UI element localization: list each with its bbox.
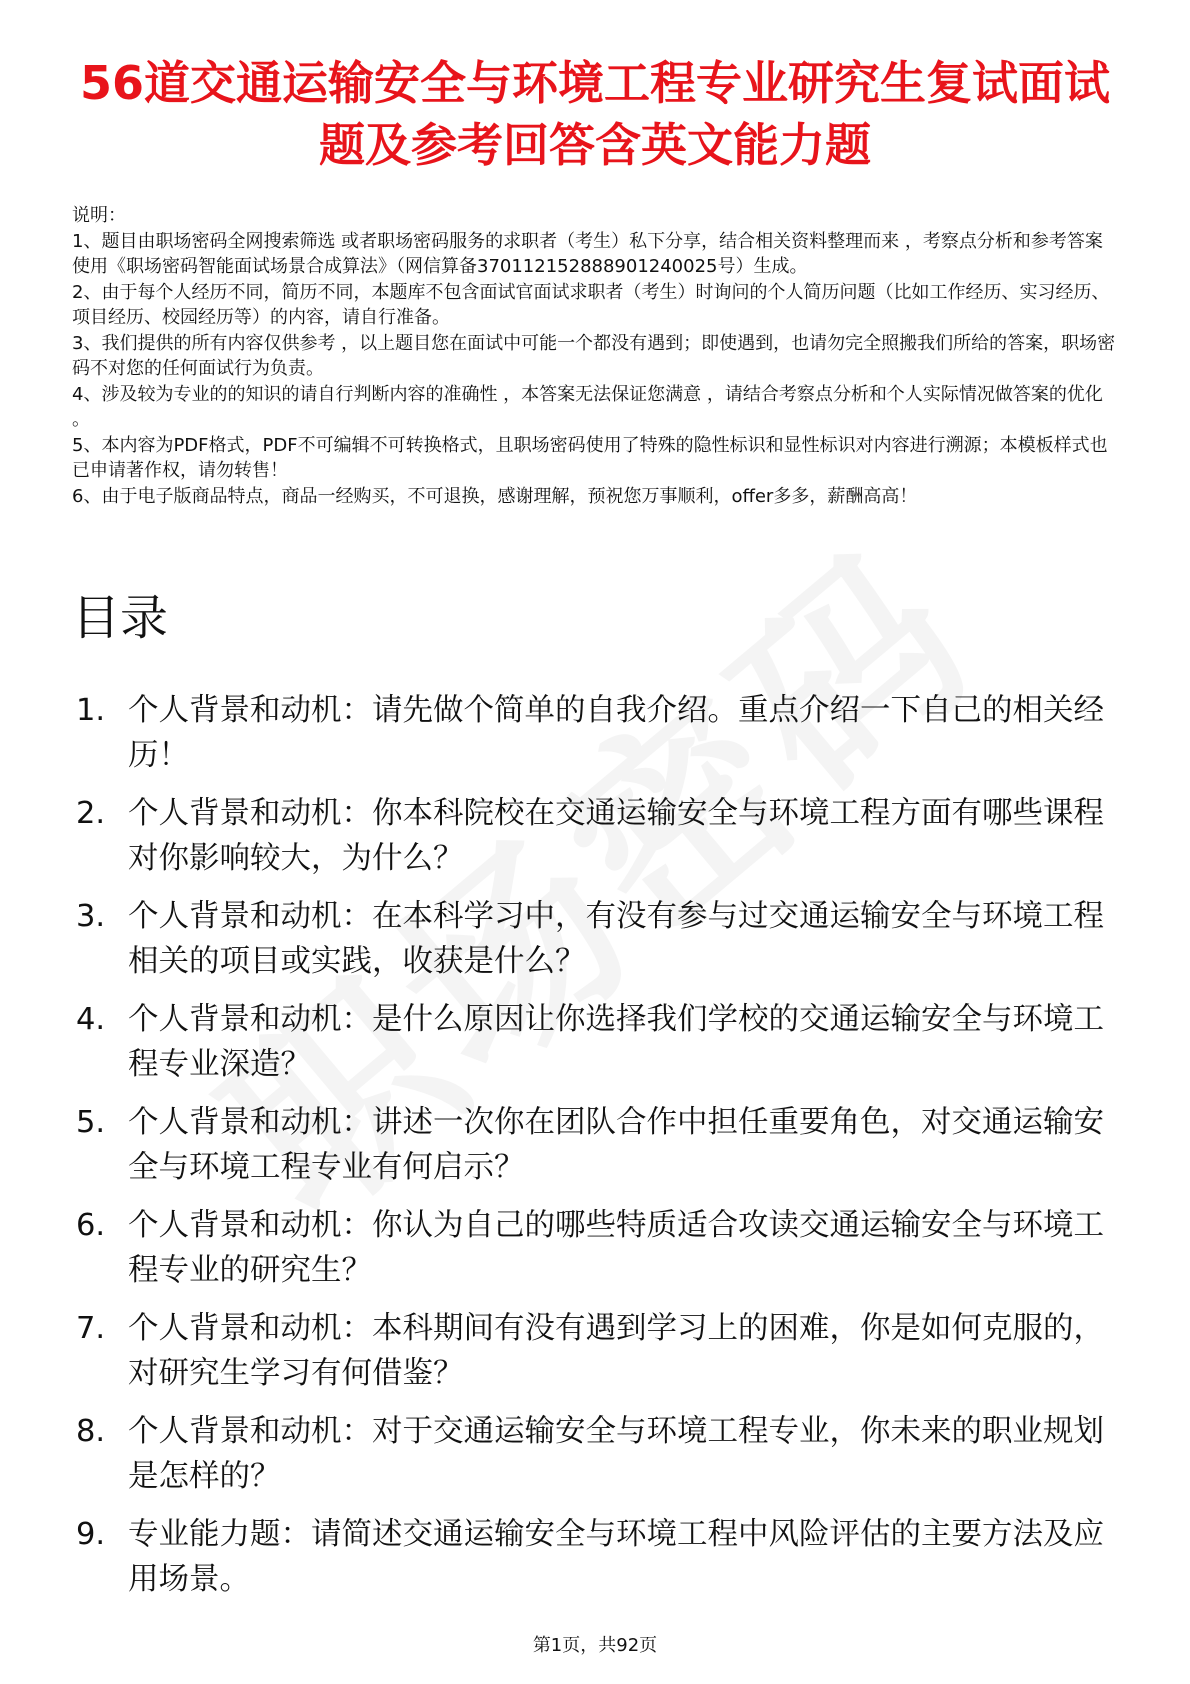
toc-item-4[interactable]: [72, 997, 1122, 1087]
toc-item-2[interactable]: [72, 791, 1122, 881]
toc-item-number: 5.: [76, 1105, 106, 1140]
note-item-4: 4、涉及较为专业的的知识的请自行判断内容的准确性 ，本答案无法保证您满意 ，请结合考察点分析和个人实际情况做答案的优化 。: [72, 383, 1103, 430]
toc-item-number: 2.: [76, 796, 106, 831]
toc-item-1[interactable]: [72, 688, 1122, 778]
toc-item-number: 8.: [76, 1414, 106, 1449]
notes-heading: 说明：: [72, 205, 126, 226]
toc-heading: 目录: [72, 590, 169, 646]
toc-item-text: 个人背景和动机：你本科院校在交通运输安全与环境工程方面有哪些课程对你影响较大，为什么？: [128, 796, 1104, 876]
toc-item-text: 个人背景和动机：请先做个简单的自我介绍。重点介绍一下自己的相关经历！: [128, 693, 1104, 773]
toc-item-text: 个人背景和动机：是什么原因让你选择我们学校的交通运输安全与环境工程专业深造？: [128, 1002, 1104, 1082]
note-item-6: 6、由于电子版商品特点，商品一经购买，不可退换，感谢理解，预祝您万事顺利，offer多多，薪酬高高！: [72, 485, 918, 507]
toc-item-number: 3.: [76, 899, 106, 934]
page-footer: 第1页，共92页: [532, 1635, 658, 1656]
document-title: 56道交通运输安全与环境工程专业研究生复试面试题及参考回答含英文能力题: [79, 56, 1110, 172]
notes-section: [72, 203, 1118, 509]
toc-item-9[interactable]: [72, 1512, 1122, 1602]
toc-item-number: 4.: [76, 1002, 106, 1037]
note-item-3: 3、我们提供的所有内容仅供参考 ，以上题目您在面试中可能一个都没有遇到；即使遇到，也请勿完全照搬我们所给的答案，职场密码不对您的任何面试行为负责。: [72, 332, 1116, 379]
toc-item-3[interactable]: [72, 894, 1122, 984]
toc-item-5[interactable]: [72, 1100, 1122, 1190]
toc-item-number: 1.: [76, 693, 106, 728]
toc-item-text: 个人背景和动机：在本科学习中，有没有参与过交通运输安全与环境工程相关的项目或实践，收获是什么？: [128, 899, 1104, 979]
toc-item-number: 7.: [76, 1311, 106, 1346]
toc-item-text: 个人背景和动机：对于交通运输安全与环境工程专业，你未来的职业规划是怎样的？: [128, 1414, 1104, 1494]
note-item-1: 1、题目由职场密码全网搜索筛选 或者职场密码服务的求职者（考生）私下分享，结合相关资料整理而来 ，考察点分析和参考答案使用《职场密码智能面试场景合成算法》（网信算备370112152888901240025号）生成。: [72, 230, 1103, 277]
toc-item-7[interactable]: [72, 1306, 1122, 1396]
toc-item-6[interactable]: [72, 1203, 1122, 1293]
toc-item-text: 个人背景和动机：讲述一次你在团队合作中担任重要角色，对交通运输安全与环境工程专业有何启示？: [128, 1105, 1104, 1185]
toc-item-text: 个人背景和动机：本科期间有没有遇到学习上的困难，你是如何克服的，对研究生学习有何借鉴？: [128, 1311, 1104, 1391]
toc-item-text: 专业能力题：请简述交通运输安全与环境工程中风险评估的主要方法及应用场景。: [128, 1517, 1104, 1597]
toc-item-8[interactable]: [72, 1409, 1122, 1499]
toc-item-number: 9.: [76, 1517, 106, 1552]
toc-item-number: 6.: [76, 1208, 106, 1243]
note-item-2: 2、由于每个人经历不同，简历不同，本题库不包含面试官面试求职者（考生）时询问的个人简历问题（比如工作经历、实习经历、项目经历、校园经历等）的内容，请自行准备。: [72, 281, 1110, 328]
note-item-5: 5、本内容为PDF格式，PDF不可编辑不可转换格式，且职场密码使用了特殊的隐性标识和显性标识对内容进行溯源；本模板样式也已申请著作权，请勿转售！: [72, 434, 1108, 481]
toc-list: [72, 688, 1122, 1615]
toc-item-text: 个人背景和动机：你认为自己的哪些特质适合攻读交通运输安全与环境工程专业的研究生？: [128, 1208, 1104, 1288]
